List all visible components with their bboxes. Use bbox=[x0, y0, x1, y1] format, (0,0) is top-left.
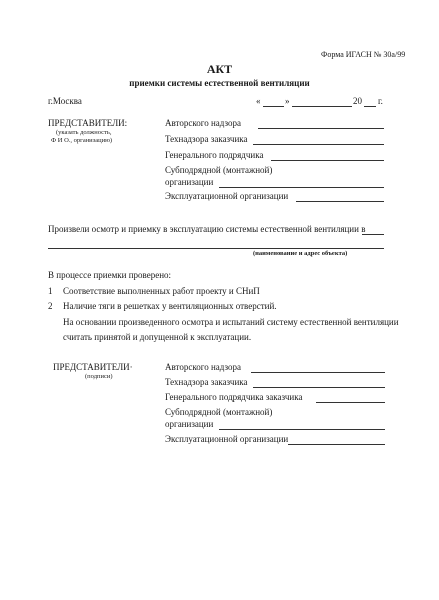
role-customer-supervision: Технадзора заказчика bbox=[165, 134, 248, 144]
form-number: Форма ИГАСН № 30а/99 bbox=[321, 50, 406, 59]
role-operating-org: Эксплуатационной организации bbox=[165, 191, 289, 201]
checked-heading: В процессе приемки проверено: bbox=[48, 270, 172, 280]
subcontractor-line[interactable] bbox=[219, 187, 384, 188]
representatives-hint-line1: (указать должность, bbox=[56, 129, 112, 136]
sign-subcontractor-line[interactable] bbox=[219, 429, 385, 430]
day-blank-line bbox=[263, 106, 284, 107]
date-close-quote: » bbox=[285, 96, 290, 106]
conclusion-line-2: считать принятой и допущенной к эксплуатации. bbox=[63, 332, 252, 342]
sign-operating-org-line[interactable] bbox=[288, 444, 385, 445]
signatures-hint: (подписи) bbox=[85, 373, 113, 380]
author-supervision-line[interactable] bbox=[258, 128, 384, 129]
date-year-prefix: 20 bbox=[353, 96, 362, 106]
object-name-line[interactable] bbox=[48, 248, 384, 249]
sign-role-subcontractor: Субподрядной (монтажной) bbox=[165, 407, 273, 417]
role-general-contractor: Генерального подрядчика bbox=[165, 150, 264, 160]
check-item-number: 2 bbox=[48, 301, 53, 311]
role-subcontractor-org: организации bbox=[165, 177, 214, 187]
check-item-text: Соответствие выполненных работ проекту и СНиП bbox=[63, 286, 260, 296]
sign-customer-supervision-line[interactable] bbox=[253, 387, 385, 388]
sign-role-author-supervision: Авторского надзора bbox=[165, 362, 241, 372]
month-blank-line bbox=[292, 106, 352, 107]
sign-role-operating-org: Эксплуатационной организации bbox=[165, 434, 289, 444]
sign-role-general-contractor: Генерального подрядчика заказчика bbox=[165, 392, 303, 402]
representatives-hint-line2: Ф И О., организацию) bbox=[51, 137, 113, 144]
check-item-number: 1 bbox=[48, 286, 53, 296]
representatives-heading: ПРЕДСТАВИТЕЛИ: bbox=[48, 118, 128, 128]
signatures-heading: ПРЕДСТАВИТЕЛИ· bbox=[53, 362, 133, 372]
role-author-supervision: Авторского надзора bbox=[165, 118, 241, 128]
date-year-suffix: г. bbox=[378, 96, 383, 106]
year-blank-line bbox=[364, 106, 376, 107]
sign-role-subcontractor-org: организации bbox=[165, 419, 214, 429]
city: г.Москва bbox=[48, 96, 82, 106]
inspection-text: Произвели осмотр и приемку в эксплуатацию системы естественной вентиляции в bbox=[48, 224, 366, 234]
customer-supervision-line[interactable] bbox=[253, 144, 384, 145]
general-contractor-line[interactable] bbox=[271, 160, 384, 161]
sign-role-customer-supervision: Технадзора заказчика bbox=[165, 377, 248, 387]
sign-general-contractor-line[interactable] bbox=[316, 402, 385, 403]
check-item-text: Наличие тяги в решетках у вентиляционных отверстий. bbox=[63, 301, 277, 311]
role-subcontractor: Субподрядной (монтажной) bbox=[165, 165, 273, 175]
sign-author-supervision-line[interactable] bbox=[251, 372, 385, 373]
document-title: АКТ bbox=[206, 62, 233, 76]
operating-org-line[interactable] bbox=[296, 201, 384, 202]
object-caption: (наименование и адрес объекта) bbox=[253, 250, 348, 257]
document-subtitle: приемки системы естественной вентиляции bbox=[129, 78, 310, 88]
date-open-quote: « bbox=[256, 96, 261, 106]
object-inline-line[interactable] bbox=[362, 234, 384, 235]
conclusion-line-1: На основании произведенного осмотра и испытаний систему естественной вентиляции bbox=[63, 317, 399, 327]
